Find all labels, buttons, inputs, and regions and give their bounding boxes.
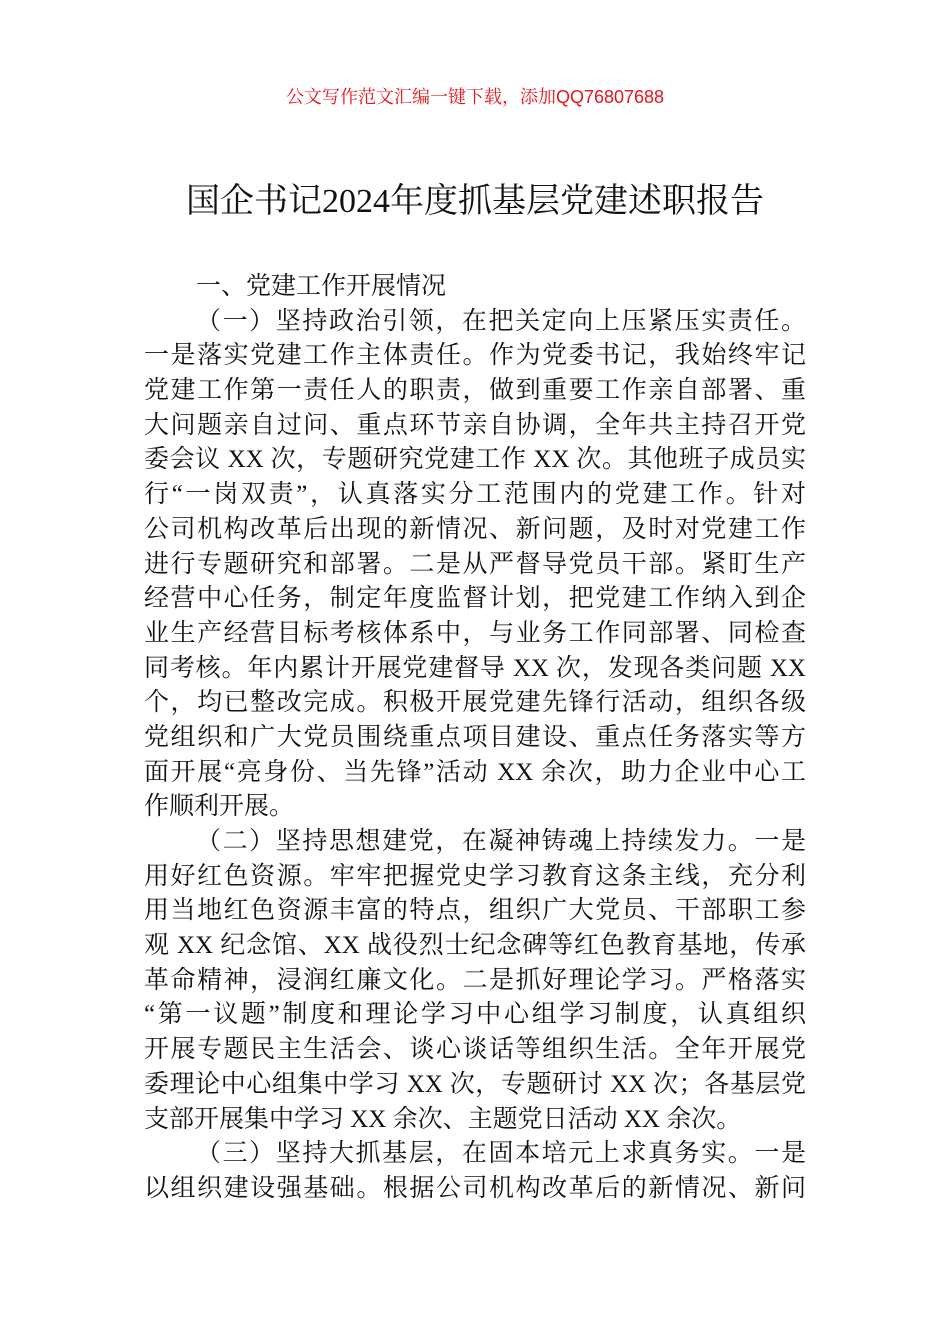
paragraph-line: 委理论中心组集中学习 XX 次，专题研讨 XX 次；各基层党 [144,1070,806,1098]
paragraph-line: 业生产经营目标考核体系中，与业务工作同部署、同检查 [144,619,806,647]
document-body [144,270,806,1207]
paragraph-line: 党建工作第一责任人的职责，做到重要工作亲自部署、重 [144,377,806,405]
paragraph-line: 党组织和广大党员围绕重点项目建设、重点任务落实等方 [144,723,806,751]
paragraph-line: 大问题亲自过问、重点环节亲自协调，全年共主持召开党 [144,411,806,439]
paragraph-line: 以组织建设强基础。根据公司机构改革后的新情况、新问 [144,1174,806,1202]
paragraph-line: 观 XX 纪念馆、XX 战役烈士纪念碑等红色教育基地，传承 [144,932,806,960]
paragraph-line: “第一议题”制度和理论学习中心组学习制度，认真组织 [144,1001,806,1029]
paragraph-line: 行“一岗双责”，认真落实分工范围内的党建工作。针对 [144,481,806,509]
paragraph-line: 面开展“亮身份、当先锋”活动 XX 余次，助力企业中心工 [144,758,806,786]
paragraph-line: 进行专题研究和部署。二是从严督导党员干部。紧盯生产 [144,550,806,578]
paragraph-line: 委会议 XX 次，专题研究党建工作 XX 次。其他班子成员实 [144,446,806,474]
paragraph-line: （三）坚持大抓基层，在固本培元上求真务实。一是 [196,1140,806,1168]
paragraph-line: （二）坚持思想建党，在凝神铸魂上持续发力。一是 [196,828,806,855]
paragraph-line: 公司机构改革后出现的新情况、新问题，及时对党建工作 [144,515,806,543]
paragraph-line: 一是落实党建工作主体责任。作为党委书记，我始终牢记 [144,342,806,370]
paragraph-line: 作顺利开展。 [144,793,295,821]
document-title: 国企书记2024年度抓基层党建述职报告 [186,183,764,220]
paragraph-line: 革命精神，浸润红廉文化。二是抓好理论学习。严格落实 [144,966,806,994]
paragraph-line: 同考核。年内累计开展党建督导 XX 次，发现各类问题 XX [144,654,806,682]
paragraph-line: 个，均已整改完成。积极开展党建先锋行活动，组织各级 [144,689,806,717]
paragraph-line: 用好红色资源。牢牢把握党史学习教育这条主线，充分利 [144,862,806,890]
paragraph-line: 开展专题民主生活会、谈心谈话等组织生活。全年开展党 [144,1036,806,1064]
section-heading: 一、党建工作开展情况 [196,273,447,300]
download-banner-link[interactable]: 公文写作范文汇编一键下载，添加QQ76807688 [285,87,665,107]
paragraph-line: 经营中心任务，制定年度监督计划，把党建工作纳入到企 [144,585,806,613]
paragraph-line: 支部开展集中学习 XX 余次、主题党日活动 XX 余次。 [144,1105,742,1133]
paragraph-line: 用当地红色资源丰富的特点，组织广大党员、干部职工参 [144,897,806,925]
paragraph-line: （一）坚持政治引领，在把关定向上压紧压实责任。 [196,307,806,335]
